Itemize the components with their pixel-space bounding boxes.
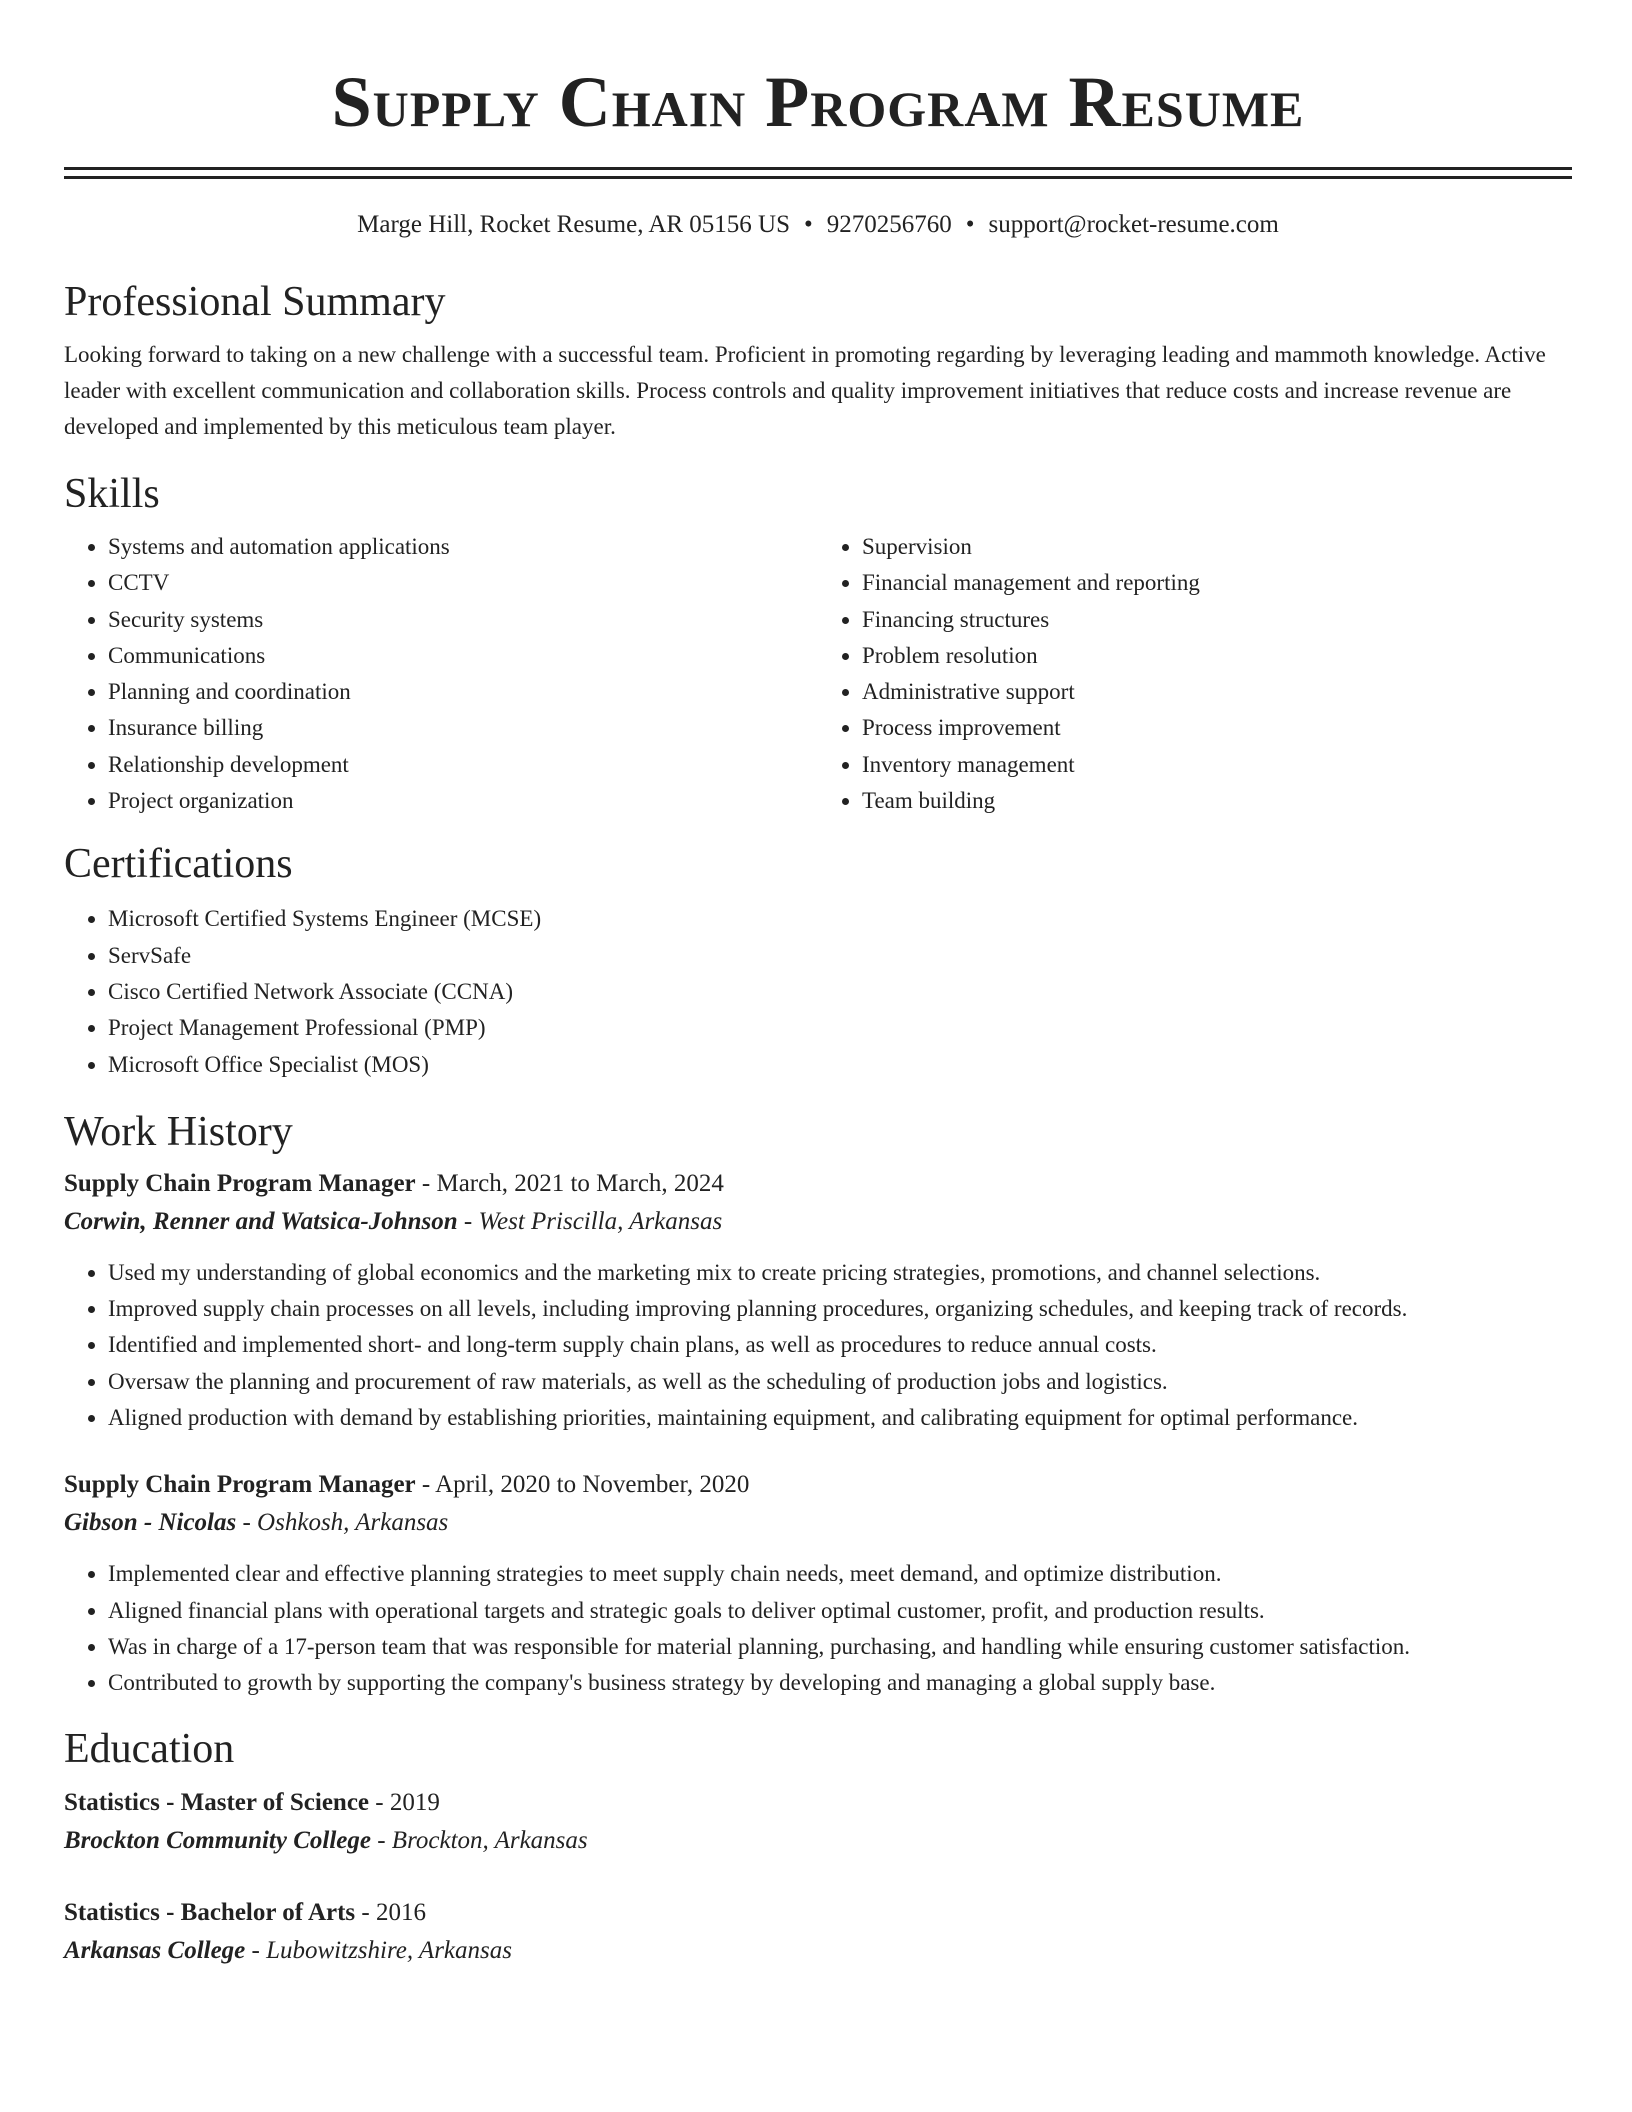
- contact-separator: •: [965, 211, 975, 238]
- education-entry: [64, 1784, 1572, 1860]
- degree-year: - 2016: [355, 1898, 426, 1926]
- skill-item: • Insurance billing: [108, 710, 818, 746]
- contact-line: [64, 209, 1572, 241]
- employer-location: - West Priscilla, Arkansas: [457, 1207, 723, 1235]
- certifications-heading: Certifications: [64, 841, 293, 888]
- job-bullets: [64, 1255, 1572, 1436]
- job-title: Supply Chain Program Manager: [64, 1169, 416, 1197]
- job-bullet: • Contributed to growth by supporting the company's business strategy by developing and managing a global supply base.: [108, 1665, 1572, 1701]
- certification-item: • ServSafe: [108, 938, 1572, 974]
- skill-item: • Team building: [862, 783, 1572, 819]
- degree-year: - 2019: [369, 1788, 440, 1816]
- education-entry: [64, 1894, 1572, 1970]
- contact-address: Marge Hill, Rocket Resume, AR 05156 US: [357, 211, 791, 238]
- skill-item: • Inventory management: [862, 747, 1572, 783]
- skill-item: • Project organization: [108, 783, 818, 819]
- job-title-line: [64, 1165, 1572, 1203]
- school-name: Brockton Community College: [64, 1826, 371, 1854]
- employer-location: - Oshkosh, Arkansas: [236, 1509, 449, 1537]
- education-heading: Education: [64, 1725, 235, 1772]
- school-name: Arkansas College: [64, 1936, 246, 1964]
- certification-item: • Cisco Certified Network Associate (CCNA): [108, 974, 1572, 1010]
- resume-page: [64, 0, 1572, 1970]
- skill-item: • Problem resolution: [862, 638, 1572, 674]
- skills-column-left: [64, 529, 818, 819]
- job-bullet: • Oversaw the planning and procurement of raw materials, as well as the scheduling of production jobs and logistics.: [108, 1364, 1572, 1400]
- summary-text: Looking forward to taking on a new challenge with a successful team. Proficient in promoting regarding by leveraging leading and mammoth knowledge. Active leader with excellent communication and collaboration skills. Process controls and quality improvement initiatives that reduce costs and increase revenue are developed and implemented by this meticulous team player.: [64, 342, 1546, 439]
- degree-line: [64, 1784, 1572, 1822]
- employer-name: Corwin, Renner and Watsica-Johnson: [64, 1207, 458, 1235]
- skill-item: • Planning and coordination: [108, 674, 818, 710]
- degree-name: Statistics - Master of Science: [64, 1788, 370, 1816]
- skill-item: • Supervision: [862, 529, 1572, 565]
- skill-item: • Administrative support: [862, 674, 1572, 710]
- skill-item: • Financial management and reporting: [862, 565, 1572, 601]
- certification-item: • Project Management Professional (PMP): [108, 1010, 1572, 1046]
- resume-title: Supply Chain Program Resume: [331, 62, 1305, 142]
- school-line: [64, 1932, 1572, 1970]
- summary-heading: Professional Summary: [64, 279, 446, 325]
- job-bullet: • Aligned production with demand by establishing priorities, maintaining equipment, and calibrating equipment for optimal performance.: [108, 1400, 1572, 1436]
- skill-item: • Security systems: [108, 602, 818, 638]
- job-entry: [64, 1466, 1572, 1701]
- school-location: - Lubowitzshire, Arkansas: [245, 1936, 512, 1964]
- skill-item: • Relationship development: [108, 747, 818, 783]
- contact-separator: •: [804, 211, 813, 238]
- skills-column-right: [818, 529, 1572, 819]
- skills-list: [64, 529, 1572, 819]
- job-bullets: [64, 1556, 1572, 1701]
- skills-heading: Skills: [64, 471, 160, 517]
- title-rule-top: [64, 167, 1572, 170]
- employer-line: [64, 1504, 1572, 1542]
- contact-phone: 9270256760: [826, 211, 952, 238]
- certification-item: • Microsoft Certified Systems Engineer (MCSE): [108, 901, 1572, 937]
- skill-item: • Process improvement: [862, 710, 1572, 746]
- skill-item: • Communications: [108, 638, 818, 674]
- job-bullet: • Identified and implemented short- and long-term supply chain plans, as well as procedures to reduce annual costs.: [108, 1327, 1572, 1363]
- skill-item: • CCTV: [108, 565, 818, 601]
- degree-name: Statistics - Bachelor of Arts: [64, 1898, 356, 1926]
- job-title-line: [64, 1466, 1572, 1504]
- work-history-heading: Work History: [64, 1108, 293, 1155]
- degree-line: [64, 1894, 1572, 1932]
- school-location: - Brockton, Arkansas: [370, 1826, 588, 1854]
- job-title: Supply Chain Program Manager: [64, 1471, 416, 1499]
- job-entry: [64, 1165, 1572, 1436]
- employer-line: [64, 1203, 1572, 1241]
- job-bullet: • Used my understanding of global economics and the marketing mix to create pricing strategies, promotions, and channel selections.: [108, 1255, 1572, 1291]
- job-bullet: • Aligned financial plans with operational targets and strategic goals to deliver optimal customer, profit, and production results.: [108, 1593, 1572, 1629]
- skill-item: • Systems and automation applications: [108, 529, 818, 565]
- job-dates: - March, 2021 to March, 2024: [415, 1169, 724, 1197]
- title-rule-bottom: [64, 176, 1572, 179]
- job-bullet: • Implemented clear and effective planning strategies to meet supply chain needs, meet demand, and optimize distribution.: [108, 1556, 1572, 1592]
- skill-item: • Financing structures: [862, 602, 1572, 638]
- job-bullet: • Improved supply chain processes on all levels, including improving planning procedures, organizing schedules, and keeping track of records.: [108, 1291, 1572, 1327]
- employer-name: Gibson - Nicolas: [64, 1509, 237, 1537]
- job-dates: - April, 2020 to November, 2020: [415, 1471, 750, 1499]
- certifications-list: [64, 901, 1572, 1082]
- job-bullet: • Was in charge of a 17-person team that was responsible for material planning, purchasing, and handling while ensuring customer satisfaction.: [108, 1629, 1572, 1665]
- school-line: [64, 1822, 1572, 1860]
- certification-item: • Microsoft Office Specialist (MOS): [108, 1047, 1572, 1083]
- contact-email: support@rocket-resume.com: [988, 211, 1279, 238]
